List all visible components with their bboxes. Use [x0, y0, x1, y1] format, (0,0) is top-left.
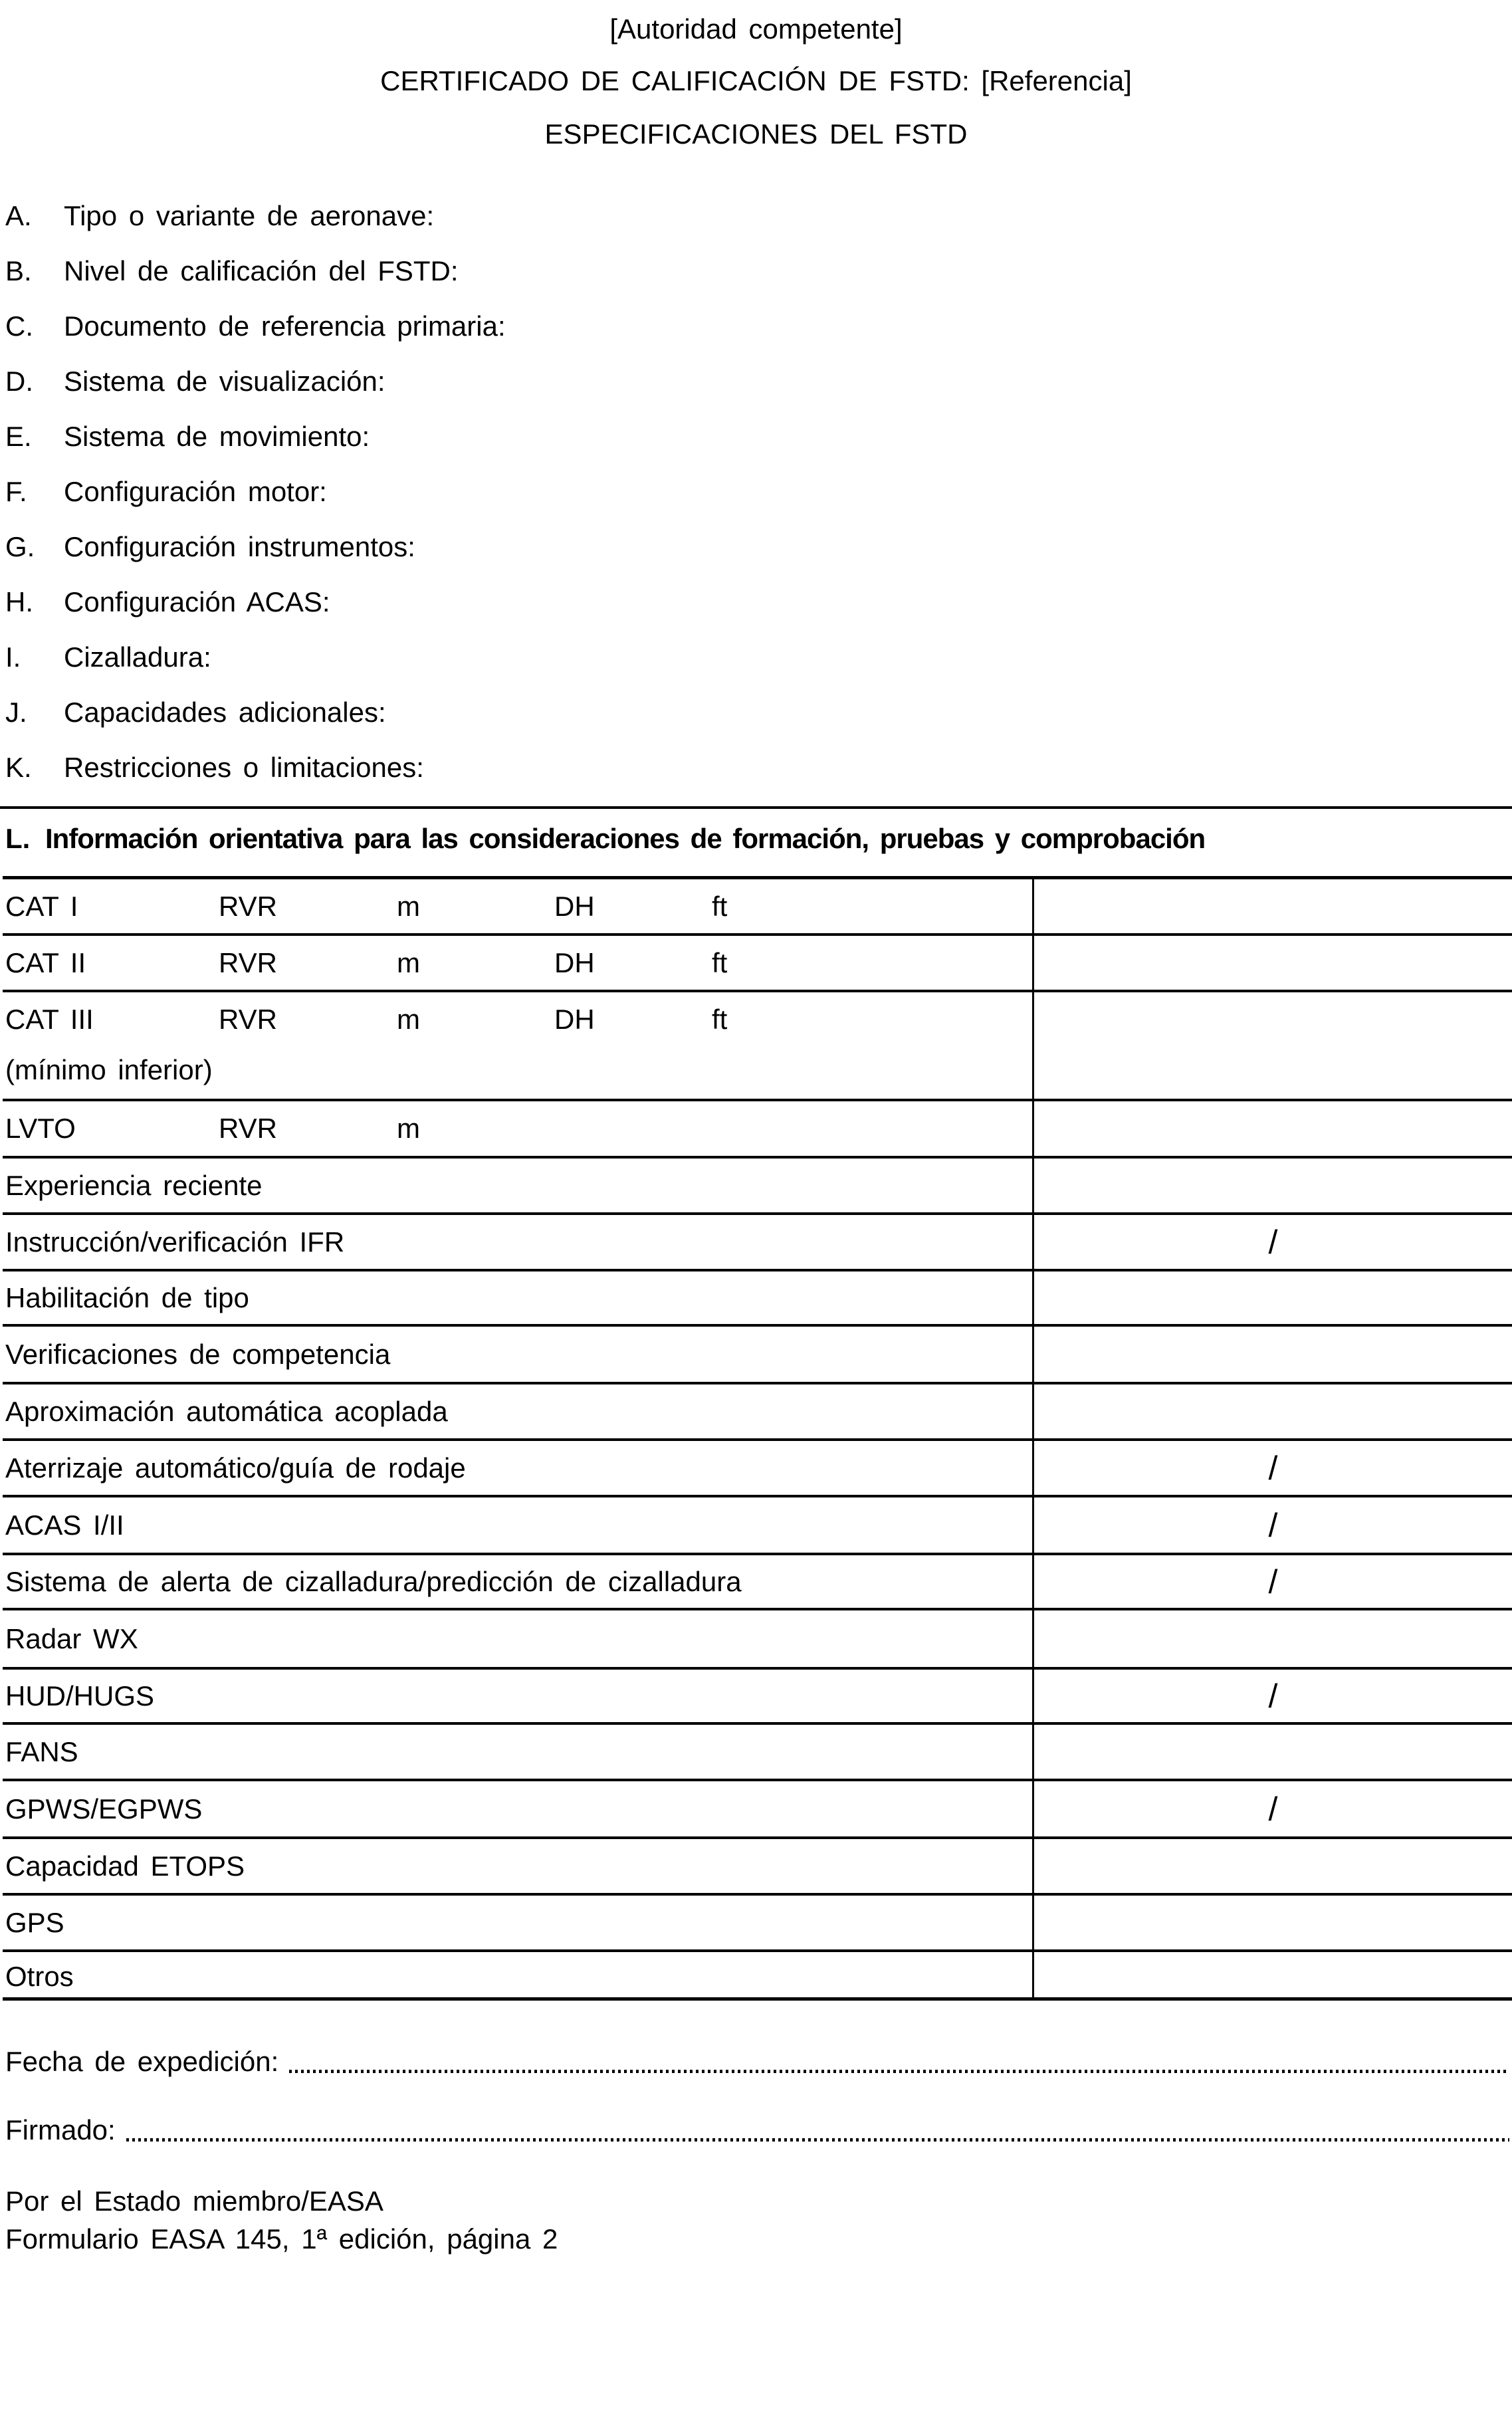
row-label: Verificaciones de competencia — [5, 1338, 391, 1370]
item-letter: K. — [5, 752, 32, 783]
form-reference-line — [5, 2223, 1509, 2255]
issuer-text: Por el Estado miembro/EASA — [5, 2185, 383, 2217]
issuer-line — [5, 2185, 1509, 2217]
col-dh: DH — [554, 1004, 595, 1035]
row-label: Otros — [5, 1960, 74, 1992]
row-label: CAT II — [5, 946, 86, 978]
item-j — [5, 697, 386, 728]
signature-label: Firmado: — [5, 2114, 116, 2146]
section-l-title: Información orientativa para las consideraciones de formación, pruebas y comprobación — [45, 823, 1206, 854]
item-letter: A. — [5, 200, 32, 231]
col-rvr: RVR — [219, 1004, 277, 1035]
item-g — [5, 531, 415, 563]
table-row — [3, 1158, 1512, 1215]
item-label: Configuración ACAS: — [64, 586, 330, 617]
item-letter: F. — [5, 476, 27, 507]
item-label: Configuración instrumentos: — [64, 531, 415, 562]
table-row — [3, 1497, 1512, 1555]
row-label: Sistema de alerta de cizalladura/predicción de cizalladura — [5, 1565, 742, 1597]
row-value: / — [1268, 1677, 1278, 1715]
table-row — [3, 1555, 1512, 1610]
col-dh: DH — [554, 946, 595, 978]
item-h — [5, 586, 330, 618]
item-i — [5, 641, 211, 673]
col-rvr: RVR — [219, 946, 277, 978]
item-c — [5, 310, 506, 342]
table-row — [3, 1610, 1512, 1670]
row-label: Habilitación de tipo — [5, 1281, 249, 1313]
table-row — [3, 1327, 1512, 1384]
item-letter: C. — [5, 310, 33, 342]
col-rvr: RVR — [219, 1113, 277, 1144]
col-ft: ft — [712, 890, 728, 922]
item-letter: B. — [5, 255, 32, 286]
row-label: CAT I — [5, 890, 78, 922]
item-k — [5, 752, 424, 784]
table-row — [3, 1670, 1512, 1725]
item-label: Configuración motor: — [64, 476, 327, 507]
row-label: GPWS/EGPWS — [5, 1793, 203, 1824]
row-value: / — [1268, 1223, 1278, 1261]
item-letter: D. — [5, 366, 33, 397]
item-d — [5, 366, 385, 397]
row-label: Aproximación automática acoplada — [5, 1395, 448, 1427]
table-row — [3, 1725, 1512, 1781]
row-label: HUD/HUGS — [5, 1680, 155, 1711]
table-row — [3, 1215, 1512, 1271]
item-letter: I. — [5, 641, 21, 673]
row-value: / — [1268, 1563, 1278, 1600]
row-value: / — [1268, 1449, 1278, 1487]
guidance-table — [3, 876, 1512, 2001]
row-value: / — [1268, 1506, 1278, 1544]
table-row — [3, 1952, 1512, 2001]
col-ft: ft — [712, 1004, 728, 1035]
table-row — [3, 1441, 1512, 1497]
issue-date-fill-line — [289, 2070, 1509, 2073]
row-label: Capacidad ETOPS — [5, 1850, 245, 1882]
row-label: ACAS I/II — [5, 1509, 124, 1541]
table-row — [3, 992, 1512, 1101]
row-label: LVTO — [5, 1113, 76, 1144]
item-letter: J. — [5, 697, 27, 728]
row-note: (mínimo inferior) — [5, 1054, 213, 1085]
item-label: Restricciones o limitaciones: — [64, 752, 424, 783]
col-dh: DH — [554, 890, 595, 922]
item-e — [5, 421, 370, 453]
header-title: CERTIFICADO DE CALIFICACIÓN DE FSTD: [Referencia] — [380, 65, 1132, 96]
item-label: Capacidades adicionales: — [64, 697, 386, 728]
item-label: Sistema de movimiento: — [64, 421, 370, 452]
item-label: Tipo o variante de aeronave: — [64, 200, 435, 231]
item-a — [5, 200, 434, 232]
header-subtitle: ESPECIFICACIONES DEL FSTD — [544, 118, 968, 150]
row-label: CAT III — [5, 1004, 94, 1035]
row-label: Aterrizaje automático/guía de rodaje — [5, 1452, 466, 1484]
section-divider — [0, 806, 1512, 809]
table-row — [3, 1271, 1512, 1327]
signature-fill-line — [126, 2138, 1509, 2142]
section-l-letter: L. — [5, 823, 31, 854]
row-label: Radar WX — [5, 1622, 138, 1654]
col-m: m — [397, 946, 420, 978]
table-row — [3, 1896, 1512, 1952]
item-label: Nivel de calificación del FSTD: — [64, 255, 459, 286]
row-label: GPS — [5, 1906, 64, 1938]
form-reference-text: Formulario EASA 145, 1ª edición, página 2 — [5, 2223, 558, 2255]
issue-date-row — [5, 2046, 1509, 2078]
item-letter: G. — [5, 531, 35, 562]
row-label: Experiencia reciente — [5, 1169, 263, 1201]
row-value: / — [1268, 1790, 1278, 1828]
row-label: FANS — [5, 1735, 78, 1767]
item-b — [5, 255, 459, 287]
section-l-heading — [5, 823, 1205, 855]
signature-row — [5, 2114, 1509, 2146]
table-row — [3, 1781, 1512, 1839]
row-label: Instrucción/verificación IFR — [5, 1226, 345, 1258]
col-m: m — [397, 890, 420, 922]
table-row — [3, 936, 1512, 992]
header-authority: [Autoridad competente] — [609, 13, 903, 45]
col-ft: ft — [712, 946, 728, 978]
col-m: m — [397, 1004, 420, 1035]
table-row — [3, 1101, 1512, 1158]
table-row — [3, 1384, 1512, 1441]
item-label: Sistema de visualización: — [64, 366, 385, 397]
item-label: Cizalladura: — [64, 641, 211, 673]
table-row — [3, 1839, 1512, 1896]
col-rvr: RVR — [219, 890, 277, 922]
item-letter: E. — [5, 421, 32, 452]
issue-date-label: Fecha de expedición: — [5, 2046, 279, 2077]
table-row — [3, 879, 1512, 936]
col-m: m — [397, 1113, 420, 1144]
item-label: Documento de referencia primaria: — [64, 310, 506, 342]
item-f — [5, 476, 327, 508]
item-letter: H. — [5, 586, 33, 617]
